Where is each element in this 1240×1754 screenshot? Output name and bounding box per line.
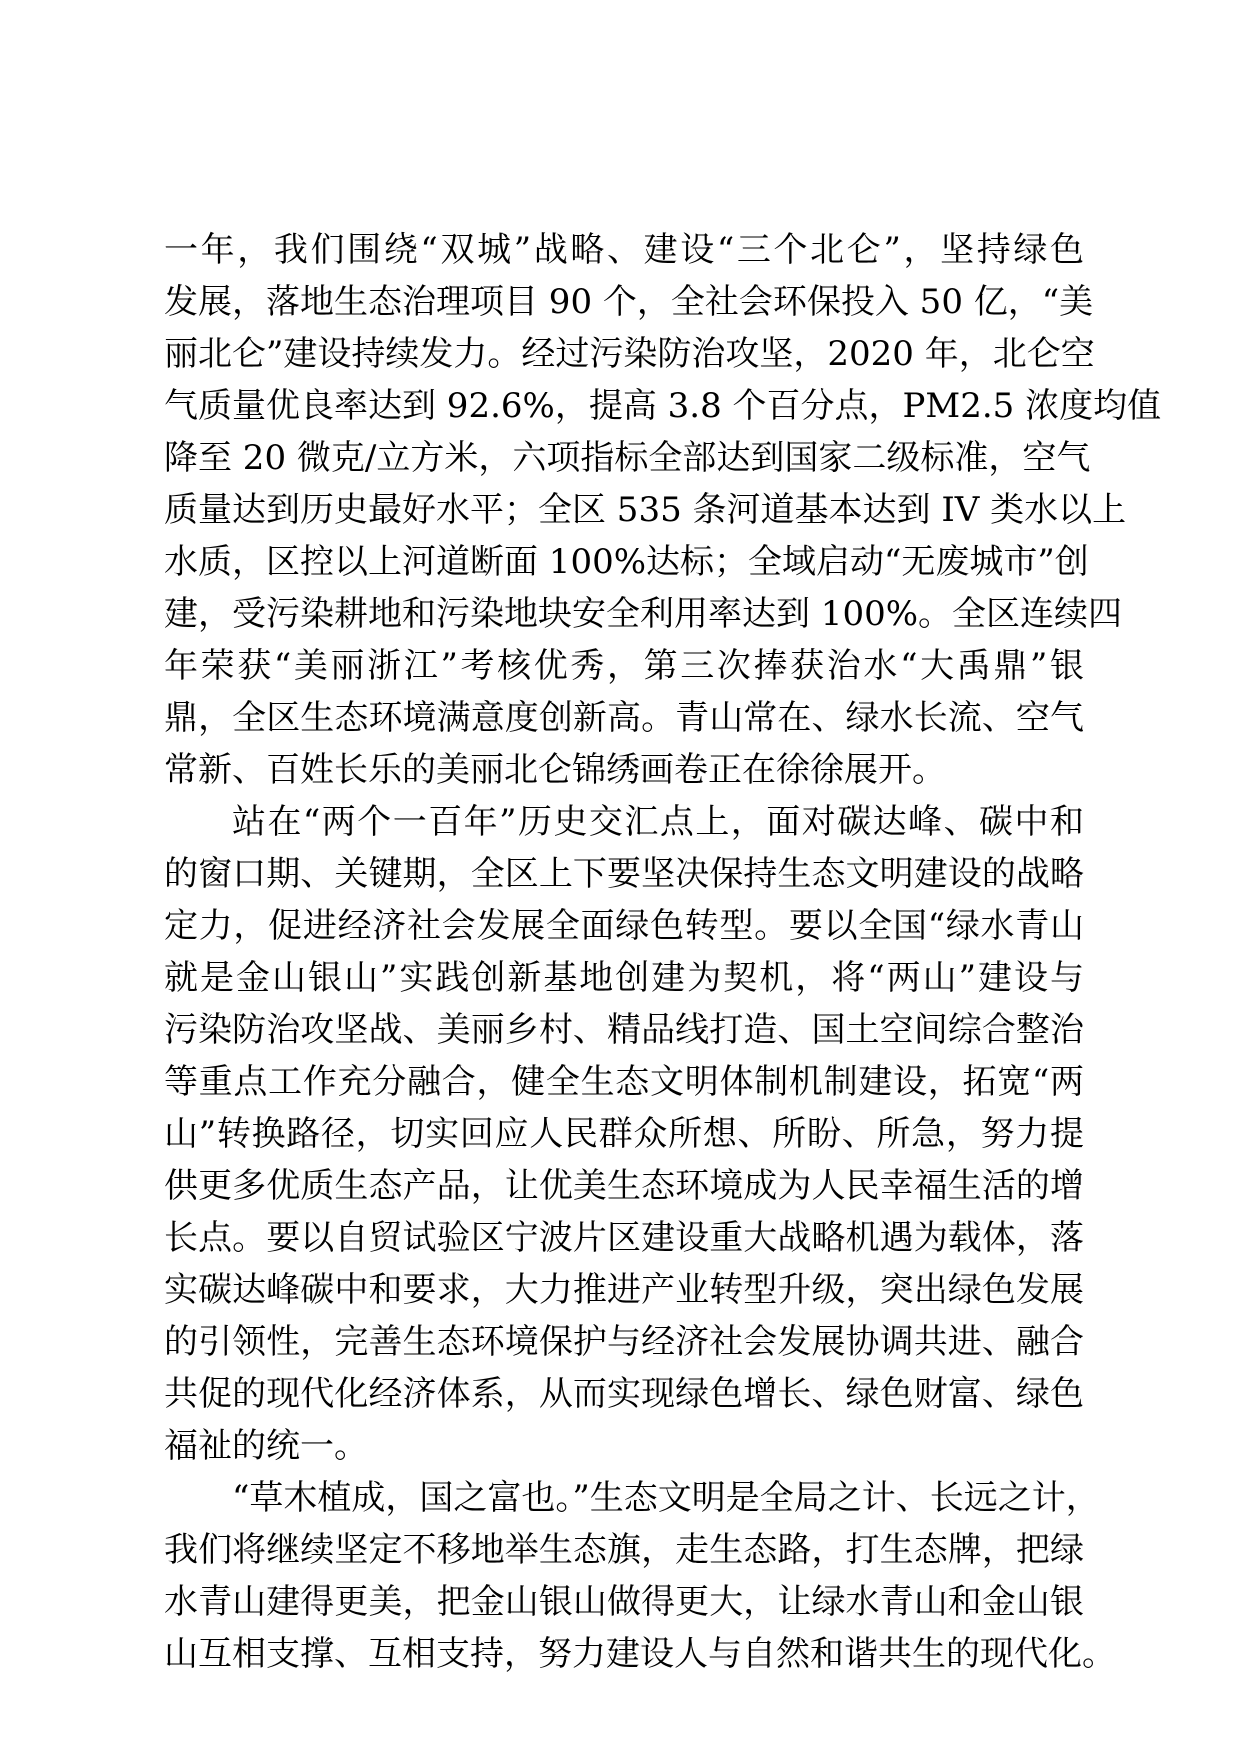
- paragraph-3: [164, 1472, 1116, 1680]
- text-line: 污染防治攻坚战、美丽乡村、精品线打造、国土空间综合整治: [164, 1010, 1084, 1050]
- text-line: 丽北仑”建设持续发力。经过污染防治攻坚，2020 年，北仑空: [164, 334, 1095, 374]
- text-line: “草木植成，国之富也。”生态文明是全局之计、长远之计，: [232, 1478, 1100, 1518]
- text-line: 水质，区控以上河道断面 100%达标；全域启动“无废城市”创: [164, 542, 1089, 582]
- text-line: 就是金山银山”实践创新基地创建为契机，将“两山”建设与: [164, 958, 1084, 998]
- text-line: 供更多优质生态产品，让优美生态环境成为人民幸福生活的增: [164, 1166, 1084, 1206]
- text-line: 等重点工作充分融合，健全生态文明体制机制建设，拓宽“两: [164, 1062, 1084, 1102]
- paragraph-2: [164, 796, 1084, 1472]
- text-line: 年荣获“美丽浙江”考核优秀，第三次捧获治水“大禹鼎”银: [164, 646, 1084, 686]
- text-line: 气质量优良率达到 92.6%，提高 3.8 个百分点，PM2.5 浓度均值: [164, 386, 1162, 426]
- text-line: 我们将继续坚定不移地举生态旗，走生态路，打生态牌，把绿: [164, 1530, 1084, 1570]
- text-line: 建，受污染耕地和污染地块安全利用率达到 100%。全区连续四: [164, 594, 1123, 634]
- text-line: 鼎，全区生态环境满意度创新高。青山常在、绿水长流、空气: [164, 698, 1084, 738]
- body-text: [164, 224, 1162, 1680]
- text-line: 质量达到历史最好水平；全区 535 条河道基本达到 IV 类水以上: [164, 490, 1127, 530]
- text-line: 定力，促进经济社会发展全面绿色转型。要以全国“绿水青山: [164, 906, 1084, 946]
- text-line: 福祉的统一。: [164, 1426, 368, 1466]
- text-line: 共促的现代化经济体系，从而实现绿色增长、绿色财富、绿色: [164, 1374, 1084, 1414]
- paragraph-1: [164, 224, 1162, 796]
- text-line: 山互相支撑、互相支持，努力建设人与自然和谐共生的现代化。: [164, 1634, 1116, 1674]
- text-line: 站在“两个一百年”历史交汇点上，面对碳达峰、碳中和: [232, 802, 1084, 842]
- text-line: 水青山建得更美，把金山银山做得更大，让绿水青山和金山银: [164, 1582, 1084, 1622]
- text-line: 降至 20 微克/立方米，六项指标全部达到国家二级标准，空气: [164, 438, 1091, 478]
- text-line: 实碳达峰碳中和要求，大力推进产业转型升级，突出绿色发展: [164, 1270, 1084, 1310]
- text-line: 长点。要以自贸试验区宁波片区建设重大战略机遇为载体，落: [164, 1218, 1084, 1258]
- text-line: 的窗口期、关键期，全区上下要坚决保持生态文明建设的战略: [164, 854, 1084, 894]
- text-line: 常新、百姓长乐的美丽北仑锦绣画卷正在徐徐展开。: [164, 750, 946, 790]
- text-line: 的引领性，完善生态环境保护与经济社会发展协调共进、融合: [164, 1322, 1084, 1362]
- text-line: 一年，我们围绕“双城”战略、建设“三个北仑”，坚持绿色: [164, 230, 1084, 270]
- text-line: 发展，落地生态治理项目 90 个，全社会环保投入 50 亿，“美: [164, 282, 1094, 322]
- text-line: 山”转换路径，切实回应人民群众所想、所盼、所急，努力提: [164, 1114, 1084, 1154]
